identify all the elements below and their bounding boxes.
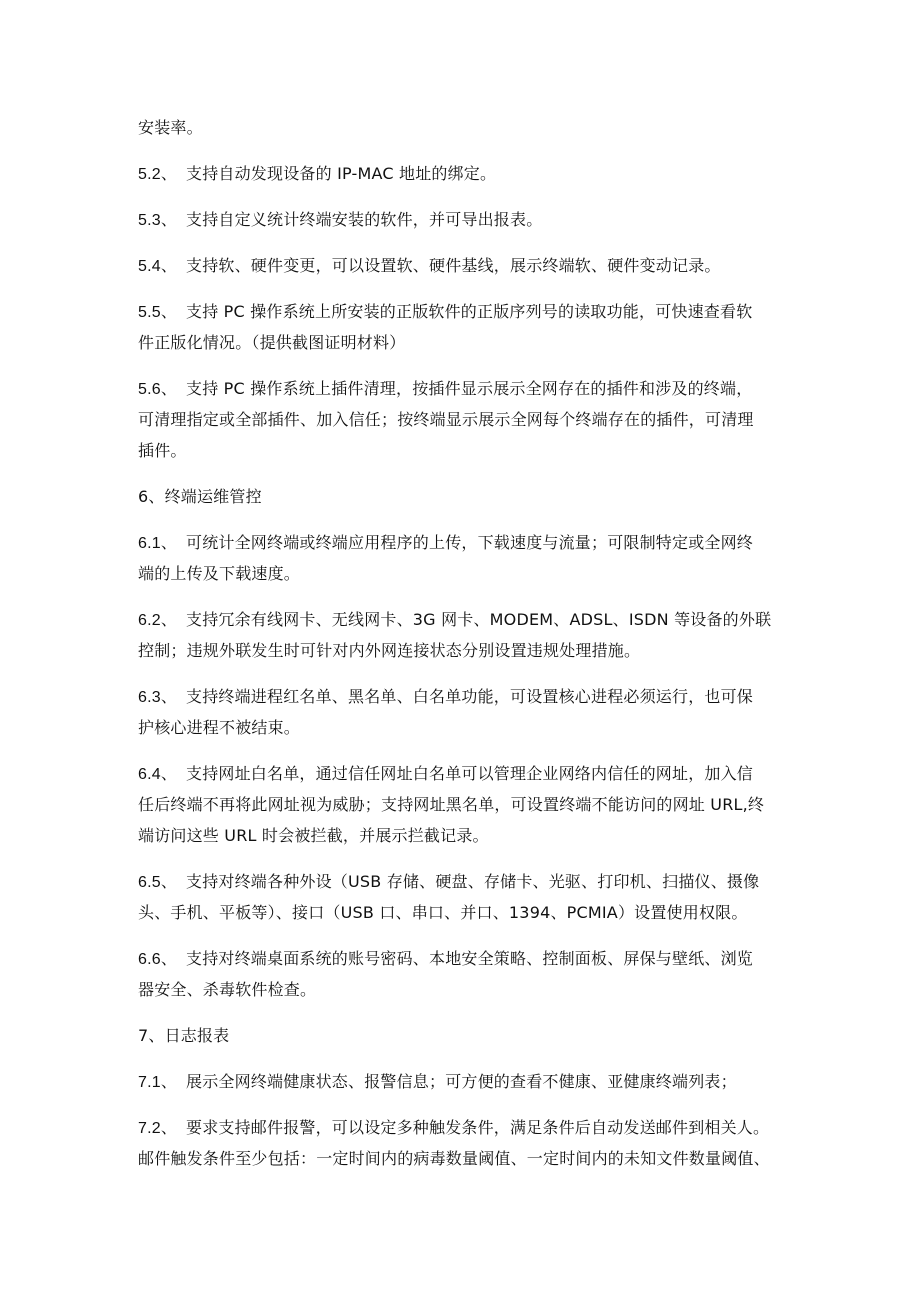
item-text: 支持自定义统计终端安装的软件，并可导出报表。 xyxy=(186,210,543,229)
document-body xyxy=(138,112,793,1174)
item-text-continued: 邮件触发条件至少包括：一定时间内的病毒数量阈值、一定时间内的未知文件数量阈值、 xyxy=(138,1149,770,1168)
item-text-continued: 器安全、杀毒软件检查。 xyxy=(138,980,317,999)
item-text: 支持 PC 操作系统上插件清理，按插件显示展示全网存在的插件和涉及的终端， xyxy=(186,379,753,398)
item-text-continued: 件正版化情况。（提供截图证明材料） xyxy=(138,333,406,352)
item-6-4 xyxy=(138,758,793,851)
item-text: 支持对终端各种外设（USB 存储、硬盘、存储卡、光驱、打印机、扫描仪、摄像 xyxy=(186,872,760,891)
item-number: 7.1、 xyxy=(138,1074,178,1091)
item-5-4 xyxy=(138,250,793,281)
item-number: 5.3、 xyxy=(138,212,178,229)
item-number: 6.2、 xyxy=(138,612,178,629)
item-text-continued: 任后终端不再将此网址视为威胁；支持网址黑名单，可设置终端不能访问的网址 URL,终 xyxy=(138,795,765,814)
item-number: 7.2、 xyxy=(138,1120,178,1137)
item-text: 可统计全网终端或终端应用程序的上传，下载速度与流量；可限制特定或全网终 xyxy=(186,533,754,552)
item-7-1 xyxy=(138,1066,793,1097)
item-text-continued: 可清理指定或全部插件、加入信任；按终端显示展示全网每个终端存在的插件，可清理 xyxy=(138,410,754,429)
item-6-2 xyxy=(138,604,793,666)
item-number: 6.6、 xyxy=(138,951,178,968)
item-text: 支持冗余有线网卡、无线网卡、3G 网卡、MODEM、ADSL、ISDN 等设备的外联 xyxy=(186,610,772,629)
item-text: 支持对终端桌面系统的账号密码、本地安全策略、控制面板、屏保与壁纸、浏览 xyxy=(186,949,754,968)
item-text: 展示全网终端健康状态、报警信息；可方便的查看不健康、亚健康终端列表； xyxy=(186,1072,737,1091)
item-6-5 xyxy=(138,866,793,928)
item-5-6 xyxy=(138,373,793,466)
item-number: 5.5、 xyxy=(138,304,178,321)
item-text-continued: 头、手机、平板等）、接口（USB 口、串口、并口、1394、PCMIA）设置使用权限。 xyxy=(138,903,748,922)
item-number: 6.5、 xyxy=(138,874,178,891)
item-5-2 xyxy=(138,158,793,189)
item-text: 支持自动发现设备的 IP-MAC 地址的绑定。 xyxy=(186,164,497,183)
item-text: 要求支持邮件报警，可以设定多种触发条件，满足条件后自动发送邮件到相关人。 xyxy=(186,1118,770,1137)
item-5-3 xyxy=(138,204,793,235)
item-text: 支持 PC 操作系统上所安装的正版软件的正版序列号的读取功能，可快速查看软 xyxy=(186,302,753,321)
item-number: 5.2、 xyxy=(138,166,178,183)
item-text-continued: 插件。 xyxy=(138,441,187,460)
item-text: 支持软、硬件变更，可以设置软、硬件基线，展示终端软、硬件变动记录。 xyxy=(186,256,721,275)
item-text-continued: 护核心进程不被结束。 xyxy=(138,718,301,737)
item-text: 支持终端进程红名单、黑名单、白名单功能，可设置核心进程必须运行，也可保 xyxy=(186,687,754,706)
item-text-continued: 控制；违规外联发生时可针对内外网连接状态分别设置违规处理措施。 xyxy=(138,641,641,660)
item-number: 5.4、 xyxy=(138,258,178,275)
item-6-6 xyxy=(138,943,793,1005)
paragraph-line: 安装率。 xyxy=(138,118,203,137)
item-7-2 xyxy=(138,1112,793,1174)
item-text: 支持网址白名单，通过信任网址白名单可以管理企业网络内信任的网址，加入信 xyxy=(186,764,754,783)
section-heading-7: 7、日志报表 xyxy=(138,1026,230,1045)
section-heading-6: 6、终端运维管控 xyxy=(138,487,262,506)
item-number: 6.3、 xyxy=(138,689,178,706)
item-6-3 xyxy=(138,681,793,743)
item-text-continued: 端的上传及下载速度。 xyxy=(138,564,301,583)
item-number: 6.4、 xyxy=(138,766,178,783)
item-6-1 xyxy=(138,527,793,589)
item-number: 5.6、 xyxy=(138,381,178,398)
item-5-5 xyxy=(138,296,793,358)
item-number: 6.1、 xyxy=(138,535,178,552)
item-text-continued: 端访问这些 URL 时会被拦截，并展示拦截记录。 xyxy=(138,826,489,845)
